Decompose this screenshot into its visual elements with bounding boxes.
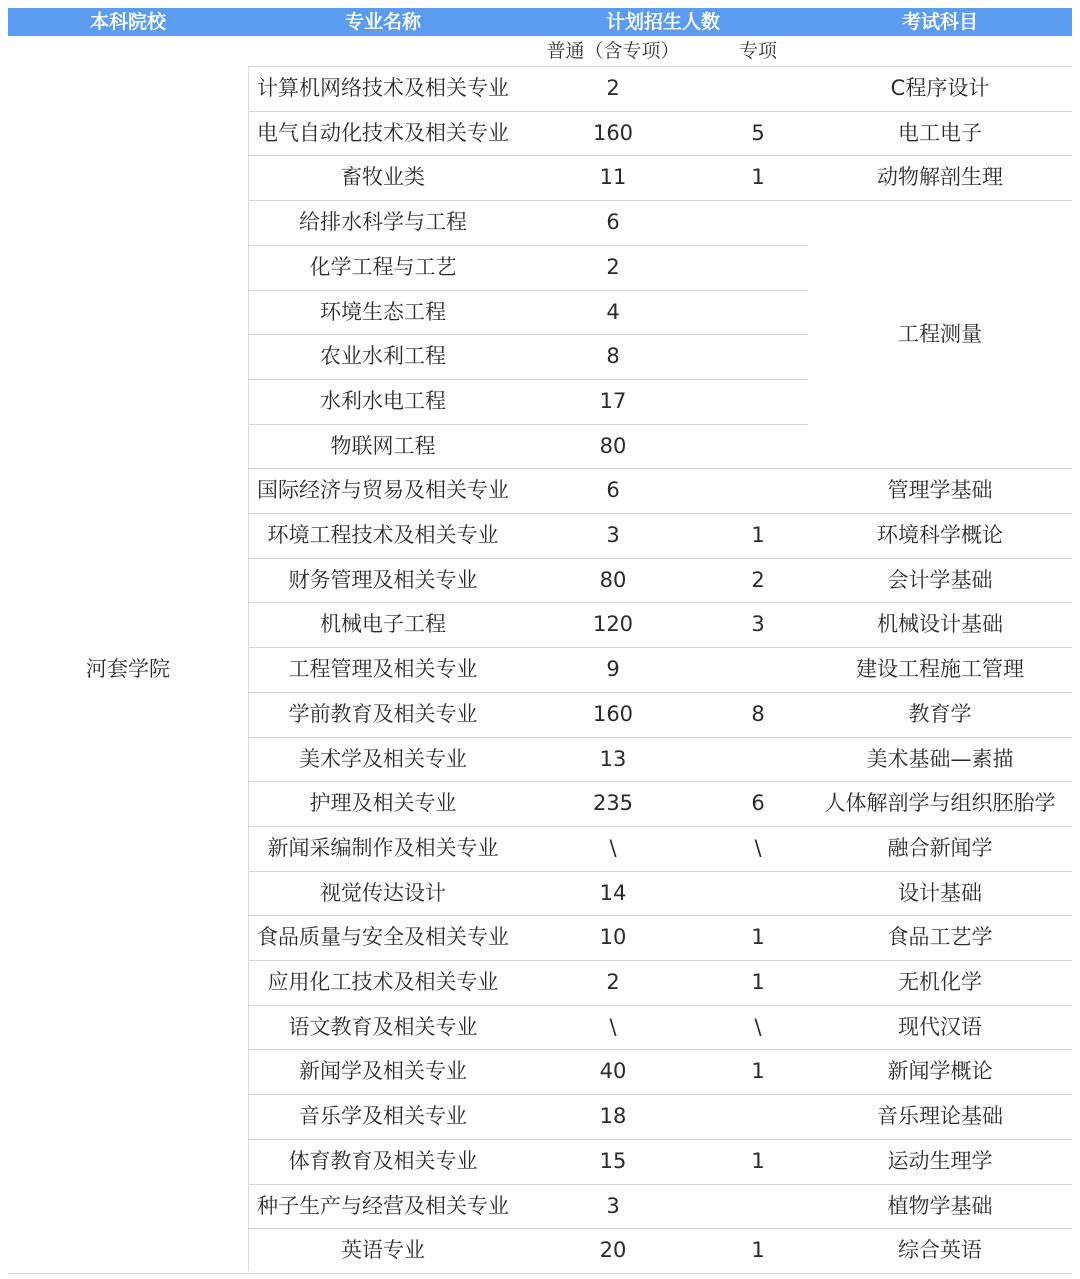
general-quota-cell: 13 bbox=[599, 746, 627, 771]
special-quota-cell: 5 bbox=[751, 120, 765, 145]
general-quota-cell: 11 bbox=[599, 165, 627, 190]
general-quota-cell: 20 bbox=[599, 1238, 627, 1263]
major-cell: 环境生态工程 bbox=[320, 299, 446, 324]
subject-cell: 管理学基础 bbox=[887, 478, 993, 503]
major-cell: 应用化工技术及相关专业 bbox=[267, 970, 499, 994]
general-quota-cell: 40 bbox=[599, 1059, 627, 1084]
major-cell: 工程管理及相关专业 bbox=[288, 657, 478, 682]
general-quota-cell: 235 bbox=[592, 791, 634, 816]
header-school: 本科院校 bbox=[89, 11, 166, 33]
major-cell: 种子生产与经营及相关专业 bbox=[257, 1193, 509, 1218]
general-quota-cell: 2 bbox=[606, 254, 620, 279]
subject-cell: 教育学 bbox=[908, 701, 972, 726]
general-quota-cell: 3 bbox=[606, 1193, 620, 1218]
row-divider bbox=[248, 558, 1072, 559]
header-major: 专业名称 bbox=[344, 11, 421, 33]
subject-cell: C程序设计 bbox=[890, 76, 990, 100]
special-quota-cell: 8 bbox=[751, 701, 765, 726]
row-divider bbox=[248, 1139, 1072, 1140]
general-quota-cell: 6 bbox=[606, 478, 620, 503]
row-divider bbox=[248, 1005, 1072, 1006]
special-quota-cell: 1 bbox=[751, 1238, 765, 1263]
subject-cell: 食品工艺学 bbox=[887, 925, 993, 950]
major-cell: 护理及相关专业 bbox=[309, 791, 457, 816]
header-subject: 考试科目 bbox=[901, 11, 978, 33]
subject-cell: 新闻学概论 bbox=[887, 1059, 993, 1084]
general-quota-cell: 15 bbox=[599, 1148, 627, 1173]
row-divider bbox=[248, 1049, 1072, 1050]
special-quota-cell: 6 bbox=[751, 791, 765, 816]
major-cell: 机械电子工程 bbox=[320, 612, 446, 637]
major-cell: 物联网工程 bbox=[330, 433, 436, 458]
special-quota-cell bbox=[708, 245, 808, 290]
subject-cell: 美术基础—素描 bbox=[866, 746, 1014, 771]
major-cell: 给排水科学与工程 bbox=[299, 210, 467, 235]
row-divider bbox=[248, 290, 808, 291]
subject-cell: 植物学基础 bbox=[887, 1193, 993, 1218]
special-quota-cell bbox=[708, 1094, 808, 1139]
special-quota-cell: 1 bbox=[751, 1148, 765, 1173]
major-cell: 音乐学及相关专业 bbox=[299, 1104, 467, 1129]
subject-cell: 现代汉语 bbox=[898, 1014, 982, 1039]
row-divider bbox=[248, 1228, 1072, 1229]
special-quota-cell bbox=[708, 647, 808, 692]
subject-cell: 建设工程施工管理 bbox=[856, 657, 1024, 682]
special-quota-cell bbox=[708, 290, 808, 335]
general-quota-cell: 2 bbox=[606, 970, 620, 994]
special-quota-cell bbox=[708, 200, 808, 245]
row-divider bbox=[248, 245, 808, 246]
row-divider bbox=[248, 781, 1072, 782]
special-quota-cell bbox=[708, 334, 808, 379]
general-quota-cell: 80 bbox=[599, 433, 627, 458]
special-quota-cell bbox=[708, 871, 808, 916]
special-quota-cell: 1 bbox=[751, 523, 765, 547]
school-name: 河套学院 bbox=[86, 657, 170, 681]
subject-cell: 融合新闻学 bbox=[887, 835, 993, 860]
special-quota-cell: \ bbox=[754, 1014, 762, 1039]
major-cell: 新闻采编制作及相关专业 bbox=[267, 835, 499, 860]
general-quota-cell: 4 bbox=[606, 299, 620, 324]
special-quota-cell bbox=[708, 424, 808, 469]
major-cell: 英语专业 bbox=[341, 1238, 425, 1263]
general-quota-cell: 160 bbox=[592, 701, 634, 726]
special-quota-cell: 1 bbox=[751, 970, 765, 994]
subject-cell: 机械设计基础 bbox=[877, 612, 1003, 637]
subheader-general: 普通（含专项） bbox=[546, 40, 680, 62]
row-divider bbox=[248, 1184, 1072, 1185]
row-divider bbox=[248, 602, 1072, 603]
general-quota-cell: \ bbox=[609, 835, 617, 860]
row-divider bbox=[248, 737, 1072, 738]
major-cell: 体育教育及相关专业 bbox=[288, 1148, 478, 1173]
general-quota-cell: 14 bbox=[599, 880, 627, 905]
subject-cell: 环境科学概论 bbox=[877, 523, 1003, 547]
row-divider bbox=[248, 513, 1072, 514]
subject-cell: 综合英语 bbox=[898, 1238, 982, 1263]
row-divider bbox=[248, 111, 1072, 112]
row-divider bbox=[248, 379, 808, 380]
major-cell: 语文教育及相关专业 bbox=[288, 1014, 478, 1039]
general-quota-cell: 8 bbox=[606, 344, 620, 369]
general-quota-cell: 6 bbox=[606, 210, 620, 235]
major-cell: 财务管理及相关专业 bbox=[288, 567, 478, 592]
special-quota-cell: 1 bbox=[751, 165, 765, 190]
major-cell: 化学工程与工艺 bbox=[309, 254, 457, 279]
general-quota-cell: 9 bbox=[606, 657, 620, 682]
row-divider bbox=[248, 915, 1072, 916]
special-quota-cell: 3 bbox=[751, 612, 765, 637]
major-cell: 农业水利工程 bbox=[320, 344, 446, 369]
row-divider bbox=[248, 66, 1072, 67]
general-quota-cell: 120 bbox=[592, 612, 634, 637]
major-cell: 国际经济与贸易及相关专业 bbox=[257, 478, 509, 503]
major-cell: 电气自动化技术及相关专业 bbox=[257, 120, 509, 145]
subject-cell: 运动生理学 bbox=[887, 1148, 993, 1173]
special-quota-cell bbox=[708, 379, 808, 424]
row-divider bbox=[248, 468, 1072, 469]
subject-cell: 人体解剖学与组织胚胎学 bbox=[824, 791, 1056, 816]
special-quota-cell: 1 bbox=[751, 925, 765, 950]
table-header bbox=[8, 8, 1072, 36]
row-divider bbox=[248, 1094, 1072, 1095]
general-quota-cell: 18 bbox=[599, 1104, 627, 1129]
general-quota-cell: 10 bbox=[599, 925, 627, 950]
general-quota-cell: 80 bbox=[599, 567, 627, 592]
special-quota-cell: 2 bbox=[751, 567, 765, 592]
row-divider bbox=[248, 692, 1072, 693]
major-cell: 计算机网络技术及相关专业 bbox=[257, 76, 509, 100]
subject-cell: 动物解剖生理 bbox=[877, 165, 1003, 190]
header-quota: 计划招生人数 bbox=[605, 11, 720, 33]
general-quota-cell: \ bbox=[609, 1014, 617, 1039]
subject-cell: 会计学基础 bbox=[887, 567, 993, 592]
subject-cell: 音乐理论基础 bbox=[877, 1104, 1003, 1129]
major-cell: 美术学及相关专业 bbox=[299, 746, 467, 771]
general-quota-cell: 160 bbox=[592, 120, 634, 145]
special-quota-cell bbox=[708, 66, 808, 111]
merged-subject-cell: 工程测量 bbox=[898, 322, 982, 347]
special-quota-cell bbox=[708, 468, 808, 513]
special-quota-cell: 1 bbox=[751, 1059, 765, 1084]
major-cell: 水利水电工程 bbox=[320, 388, 446, 413]
row-divider bbox=[248, 155, 1072, 156]
special-quota-cell: \ bbox=[754, 835, 762, 860]
major-cell: 畜牧业类 bbox=[341, 165, 425, 190]
general-quota-cell: 3 bbox=[606, 523, 620, 547]
subject-cell: 电工电子 bbox=[898, 120, 982, 145]
subject-cell: 无机化学 bbox=[898, 970, 982, 994]
general-quota-cell: 2 bbox=[606, 76, 620, 100]
general-quota-cell: 17 bbox=[599, 388, 627, 413]
major-cell: 新闻学及相关专业 bbox=[299, 1059, 467, 1084]
row-divider bbox=[248, 826, 1072, 827]
subheader-special: 专项 bbox=[738, 40, 777, 62]
row-divider bbox=[248, 647, 1072, 648]
subject-cell: 设计基础 bbox=[898, 880, 982, 905]
major-cell: 学前教育及相关专业 bbox=[288, 701, 478, 726]
special-quota-cell bbox=[708, 1184, 808, 1229]
major-cell: 视觉传达设计 bbox=[320, 880, 446, 905]
row-divider bbox=[248, 871, 1072, 872]
admission-table bbox=[8, 8, 1072, 1271]
row-divider bbox=[248, 334, 808, 335]
major-cell: 食品质量与安全及相关专业 bbox=[257, 925, 509, 950]
table-bottom-rule bbox=[8, 1273, 1072, 1274]
row-divider bbox=[248, 960, 1072, 961]
major-cell: 环境工程技术及相关专业 bbox=[267, 523, 499, 547]
row-divider bbox=[248, 424, 808, 425]
special-quota-cell bbox=[708, 737, 808, 782]
